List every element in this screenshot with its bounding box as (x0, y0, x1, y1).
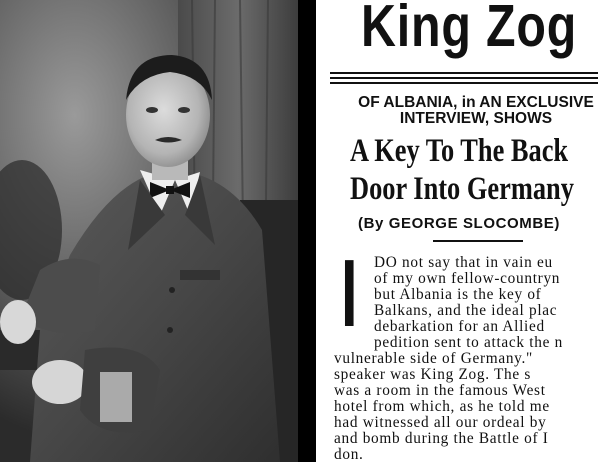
body-line: pedition sent to attack the n (374, 334, 563, 351)
photo-divider (298, 0, 316, 462)
kicker-line-1: OF ALBANIA, in AN EXCLUSIVE (358, 94, 594, 111)
body-line: DO not say that in vain eu (374, 254, 553, 271)
byline: (By GEORGE SLOCOMBE) (358, 215, 561, 232)
body-line: hotel from which, as he told me (334, 398, 550, 415)
drop-cap: I (340, 240, 358, 347)
body-line: vulnerable side of Germany." (334, 350, 534, 367)
portrait-photo (0, 0, 298, 462)
body-line: was a room in the famous West (334, 382, 546, 399)
newspaper-clipping (316, 0, 598, 462)
body-line: of my own fellow-countryn (374, 270, 561, 287)
deck-line-1: A Key To The Back (350, 133, 569, 169)
body-line: had witnessed all our ordeal by (334, 414, 547, 431)
body-line: and bomb during the Battle of I (334, 430, 549, 447)
portrait-illustration (0, 0, 298, 462)
kicker-line-2: INTERVIEW, SHOWS (399, 110, 553, 127)
deck-line-2: Door Into Germany (350, 171, 574, 207)
byline-rule (433, 240, 523, 242)
headline: King Zog (361, 0, 578, 59)
body-line: but Albania is the key of (374, 286, 542, 303)
body-line: speaker was King Zog. The s (334, 366, 532, 383)
headline-rule-top (330, 72, 598, 74)
body-line: Balkans, and the ideal plac (374, 302, 558, 319)
headline-rule-middle (330, 77, 598, 79)
body-line: don. (334, 446, 364, 462)
body-line: debarkation for an Allied (374, 318, 545, 335)
headline-rule-bottom (330, 82, 598, 84)
